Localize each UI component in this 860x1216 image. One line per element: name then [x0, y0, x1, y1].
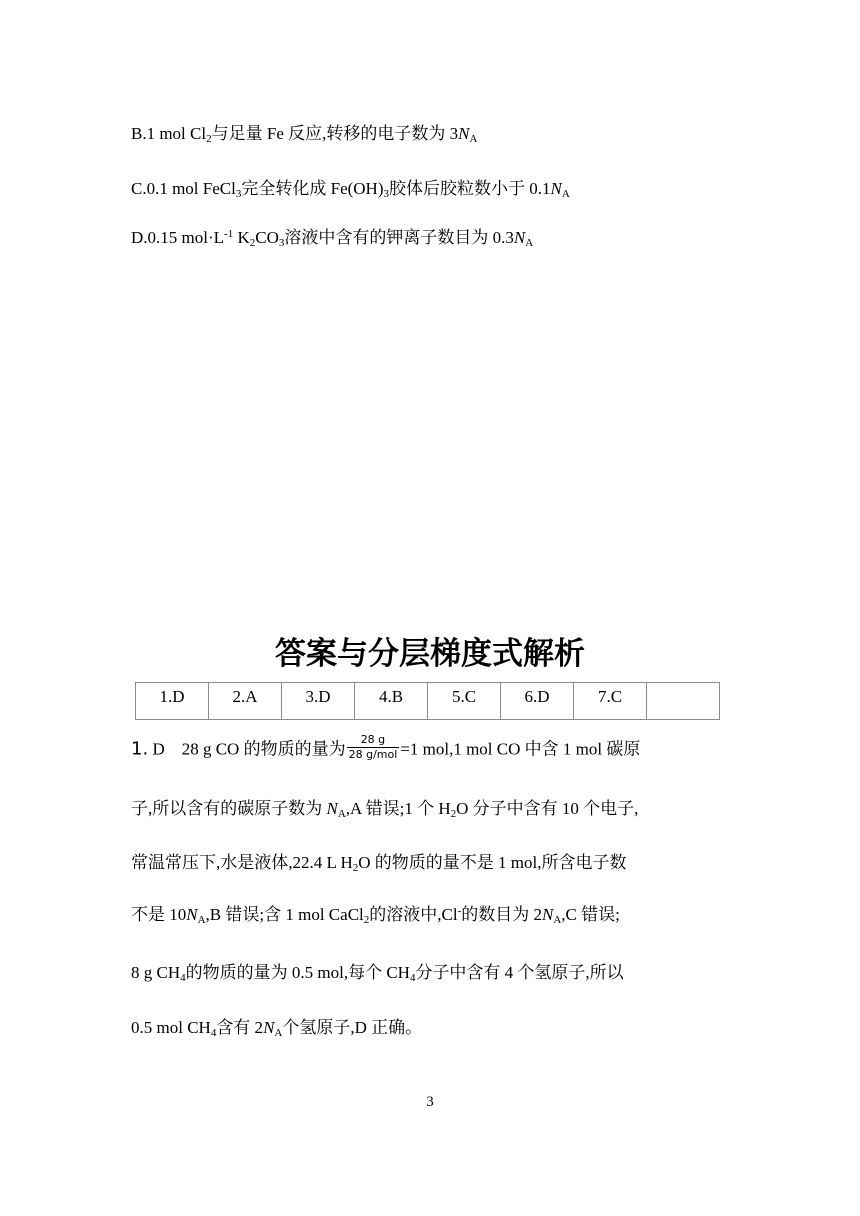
explanation-line: 子,所以含有的碳原子数为 $N_A,A$ 错误;1 个 $H_2O$ 分子中含有 10 个电子,	[131, 799, 639, 820]
answers-title: 答案与分层梯度式解析	[275, 636, 585, 672]
answer-cell: 6.D	[501, 683, 574, 720]
option-d: D.0.15 $mol\cdot L^{-1}$ $K_2CO_3$溶液中含有的钾离子数目为 $0.3N_A$	[131, 228, 534, 249]
answer-cell: 4.B	[355, 683, 428, 720]
answer-cell: 1.D	[136, 683, 209, 720]
answer-cell: 2.A	[209, 683, 282, 720]
option-b: B.1 mol $Cl_2$与足量 Fe 反应,转移的电子数为 $3N_A$	[131, 124, 478, 145]
question-number: 1.	[131, 738, 149, 760]
explanation-line: 不是 $10N_A,B$ 错误;含 1 mol CaCl$_2$的溶液中,Cl-的数目为 $2N_A,C$ 错误;	[131, 905, 620, 926]
fraction: $\frac{28 g}{\text{28 g/mol}}$	[348, 733, 398, 761]
answer-cell	[647, 683, 720, 720]
answer-table	[135, 682, 720, 720]
answer-cell: 3.D	[282, 683, 355, 720]
answer-cell: 7.C	[574, 683, 647, 720]
explanation-line: 8 g $CH_4$的物质的量为 0.5 mol,每个 $CH_4$分子中含有 4 个氢原子,所以	[131, 963, 624, 984]
option-c: C.0.1 mol FeCl$_3$完全转化成 $Fe(OH)_3$胶体后胶粒数小于 $0.1N_A$	[131, 179, 570, 200]
explanation-line: 0.5 mol $CH_4$含有 $2N_A$个氢原子,D 正确。	[131, 1018, 423, 1039]
answer-cell: 5.C	[428, 683, 501, 720]
explanation-line: 常温常压下,水是液体,22.4 L $H_2O$ 的物质的量不是 1 mol,所含电子数	[131, 853, 627, 874]
explanation-line: 1. D 28 g CO 的物质的量为 $\frac{28 g}{\text{28 g/mol}}$ =1 mol,1 mol CO 中含 1 mol 碳原	[131, 733, 641, 761]
table-row	[136, 683, 720, 720]
page-number: 3	[426, 1094, 434, 1110]
